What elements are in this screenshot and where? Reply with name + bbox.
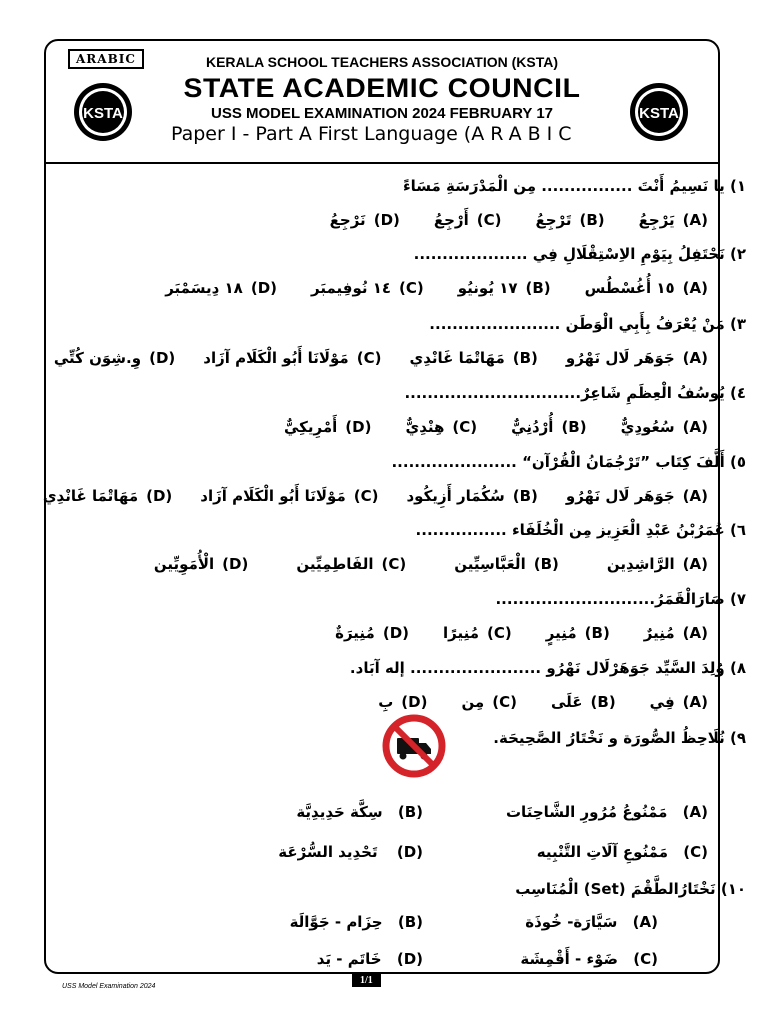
q10-option-c[interactable] [520, 950, 658, 968]
q9-option-b[interactable] [296, 803, 423, 821]
option-letter: (D) [396, 950, 423, 968]
option-text: أَرْجِعُ [433, 211, 469, 229]
q9-option-a[interactable] [506, 803, 708, 821]
association-name: KERALA SCHOOL TEACHERS ASSOCIATION (KSTA) [205, 54, 559, 70]
options-row [30, 211, 708, 229]
option-c[interactable] [405, 418, 477, 436]
option-a[interactable] [639, 211, 708, 229]
option-text: يَرْجِعُ [638, 211, 675, 229]
option-letter: (D) [149, 349, 176, 367]
option-letter: (D) [373, 211, 400, 229]
option-text: خَاتَم - يَد [316, 950, 382, 968]
option-letter: (A) [632, 913, 658, 931]
option-text: ١٨ دِيسَمْبَر [165, 279, 243, 297]
option-letter: (B) [561, 418, 587, 436]
option-text: الفَاطِمِيِّين [296, 555, 374, 573]
option-text: سَيَّارَة- خُوذَة [525, 913, 618, 931]
logo-text: KSTA [639, 105, 679, 122]
option-letter: (C) [381, 555, 407, 573]
option-text: جَوَهَر لَال نَهْرُو [565, 487, 675, 505]
option-text: مُنِيرٌ [643, 624, 675, 642]
option-letter: (A) [682, 279, 708, 297]
option-b[interactable] [535, 211, 604, 229]
option-letter: (C) [353, 487, 379, 505]
option-letter: (D) [396, 843, 423, 861]
option-letter: (A) [682, 211, 708, 229]
option-text: الرَّاشِدِين [606, 555, 675, 573]
header [46, 41, 718, 164]
option-b[interactable] [406, 487, 537, 505]
question-4: ٤) يُوسُفُ الْعِظَمِ شَاعِرٌ............................... [404, 384, 746, 402]
q10-option-a[interactable] [525, 913, 658, 931]
option-c[interactable] [203, 349, 381, 367]
option-c[interactable] [311, 279, 424, 297]
option-text: حِزَام - جَوَّالَة [289, 913, 383, 931]
q10-option-d[interactable] [317, 950, 423, 968]
option-d[interactable] [43, 487, 172, 505]
option-d[interactable] [165, 279, 277, 297]
option-d[interactable] [378, 693, 427, 711]
option-letter: (A) [682, 693, 708, 711]
option-b[interactable] [551, 693, 616, 711]
option-letter: (D) [401, 693, 428, 711]
option-text: ١٤ نُوفِيمبَر [311, 279, 392, 297]
option-letter: (D) [382, 624, 410, 642]
option-letter: (D) [222, 555, 249, 573]
option-text: مُنِيرٍ [545, 624, 577, 642]
options-row [30, 693, 708, 711]
option-text: مَمْنُوعُ مُرُورِ الشَّاحِنَات [505, 803, 668, 821]
option-letter: (D) [146, 487, 173, 505]
council-title: STATE ACADEMIC COUNCIL [183, 73, 581, 103]
option-text: وِ.شِوَن كُتِّي [53, 349, 142, 367]
option-text: مَهَاتْمَا غَانْدِي [42, 487, 139, 505]
option-text: سُكُمَار أَزِيكُود [406, 487, 505, 505]
option-letter: (B) [397, 803, 423, 821]
option-text: مِن [461, 693, 485, 711]
option-letter: (C) [476, 211, 502, 229]
option-text: مُنِيرًا [443, 624, 480, 642]
option-text: أَمْرِيكِيٌّ [284, 418, 338, 436]
question-10: ١٠) نَخْتَارُالطَّقْمَ (Set) الْمُنَاسِب [515, 880, 746, 898]
option-letter: (A) [682, 555, 708, 573]
option-letter: (B) [533, 555, 559, 573]
option-d[interactable] [335, 624, 409, 642]
paper-title [171, 123, 578, 145]
option-letter: (B) [579, 211, 605, 229]
question-2: ٢) نَحْتَفِلُ بِيَوْمِ الاِسْتِقْلَالِ فِي .................... [413, 245, 746, 263]
question-9: ٩) نُلَاحِظُ الصُّورَة و نَخْتَارُ الصَّحِيحَة. [493, 729, 746, 747]
option-letter: (D) [345, 418, 372, 436]
option-text: مَهَاتْمَا غَانْدِي [409, 349, 505, 367]
option-letter: (A) [682, 349, 708, 367]
option-b[interactable] [458, 279, 551, 297]
options-row [30, 624, 708, 642]
question-5: ٥) أَلَّفَ كِتَاب ”تَرْجُمَانُ الْقُرْآن“ ...................... [391, 453, 746, 471]
option-a[interactable] [650, 693, 708, 711]
option-a[interactable] [585, 279, 708, 297]
option-b[interactable] [454, 555, 559, 573]
option-a[interactable] [644, 624, 708, 642]
options-row [30, 487, 708, 505]
option-letter: (B) [397, 913, 423, 931]
option-letter: (C) [452, 418, 478, 436]
option-letter: (C) [633, 950, 658, 968]
option-text: جَوَهَر لَال نَهْرُو [565, 349, 675, 367]
option-letter: (A) [682, 624, 708, 642]
option-text: هِنْدِيٌّ [405, 418, 445, 436]
option-letter: (C) [683, 843, 708, 861]
option-letter: (A) [682, 487, 708, 505]
paper-language: ARABIC [471, 123, 578, 145]
option-d[interactable] [284, 418, 371, 436]
option-letter: (B) [512, 349, 538, 367]
option-text: بِ [378, 693, 394, 711]
option-letter: (C) [399, 279, 424, 297]
q9-option-d[interactable] [278, 843, 423, 861]
q9-option-c[interactable] [537, 843, 708, 861]
option-text: تَحْدِيد السُّرْعَة [278, 843, 378, 861]
option-letter: (A) [682, 418, 708, 436]
option-text: مَمْنُوعِ آلَاتِ التَّنْبِيه [536, 843, 669, 861]
footer-exam-name: USS Model Examination 2024 [62, 983, 156, 990]
option-text: الْأُمَوِيِّين [153, 555, 215, 573]
option-letter: (C) [492, 693, 517, 711]
option-c[interactable] [443, 624, 512, 642]
options-row [30, 349, 708, 367]
exam-title: USS MODEL EXAMINATION 2024 FEBRUARY 17 [210, 105, 554, 122]
option-text: ١٧ يُونيُو [457, 279, 518, 297]
option-text: ١٥ أُغُسْطُس [584, 279, 675, 297]
option-letter: (B) [584, 624, 610, 642]
option-letter: (C) [487, 624, 512, 642]
option-text: الْعَبَّاسِيِّين [454, 555, 526, 573]
option-letter: (B) [512, 487, 538, 505]
option-text: سُعُودِيٌّ [620, 418, 675, 436]
option-text: سِكَّة حَدِيدِيَّة [296, 803, 383, 821]
logo-text: KSTA [83, 105, 123, 122]
subject-tag: ARABIC [68, 49, 144, 69]
option-letter: (D) [250, 279, 277, 297]
options-row [30, 555, 708, 573]
option-text: ضَوْء - أَقْمِشَة [520, 950, 619, 968]
paper-prefix: Paper I - Part A First Language ( [171, 123, 472, 145]
option-a[interactable] [621, 418, 708, 436]
option-text: مَوْلَانَا أَبُو الْكَلَام آزَاد [200, 487, 346, 505]
question-6: ٦) عُمَرُبْنُ عَبْدِ الْعَزِيز مِن الْخُلَفَاء ................ [415, 521, 746, 539]
option-b[interactable] [511, 418, 586, 436]
option-text: فِي [649, 693, 675, 711]
option-d[interactable] [330, 211, 400, 229]
option-letter: (B) [525, 279, 551, 297]
option-text: عَلَى [550, 693, 583, 711]
option-d[interactable] [54, 349, 175, 367]
options-row [30, 418, 708, 436]
option-text: نَرْجِعُ [329, 211, 366, 229]
option-a[interactable] [607, 555, 708, 573]
no-trucks-sign-icon [382, 714, 446, 778]
options-row [30, 279, 708, 297]
option-letter: (A) [682, 803, 708, 821]
option-d[interactable] [154, 555, 248, 573]
option-text: أُرْدُنِيٌّ [511, 418, 554, 436]
option-letter: (B) [590, 693, 616, 711]
q10-option-b[interactable] [290, 913, 423, 931]
option-text: تَرْجِعُ [535, 211, 572, 229]
page-number: 1/1 [352, 974, 381, 987]
option-c[interactable] [296, 555, 406, 573]
question-1: ١) يا نَسِيمُ أَنْتَ ................ مِن الْمَدْرَسَةِ مَسَاءً [402, 177, 746, 195]
option-c[interactable] [461, 693, 517, 711]
question-7: ٧) صَارَالْقَمَرُ............................ [495, 590, 746, 608]
question-8: ٨) وُلِدَ السَّيِّد جَوَهَرْلَال نَهْرُو ....................... إله آبَاد. [349, 659, 746, 677]
option-text: مُنِيرَةٌ [335, 624, 375, 642]
option-text: مَوْلَانَا أَبُو الْكَلَام آزَاد [203, 349, 349, 367]
option-b[interactable] [409, 349, 537, 367]
option-a[interactable] [566, 349, 708, 367]
option-b[interactable] [546, 624, 610, 642]
option-a[interactable] [566, 487, 708, 505]
option-c[interactable] [200, 487, 378, 505]
option-letter: (C) [356, 349, 382, 367]
question-3: ٣) مَنْ يُعْرَفُ بِأَبِي الْوَطَن ....................... [429, 315, 746, 333]
option-c[interactable] [434, 211, 502, 229]
